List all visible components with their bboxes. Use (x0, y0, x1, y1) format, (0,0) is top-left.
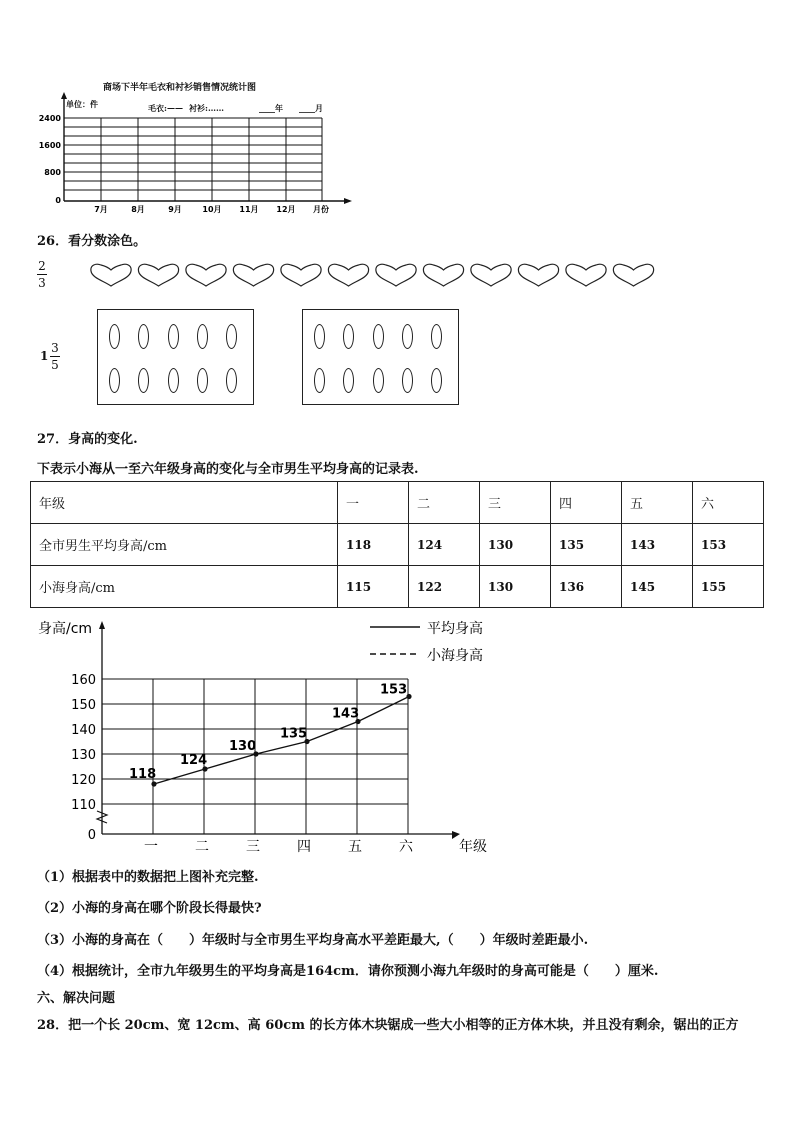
chart1-xtick: 12月 (276, 205, 296, 214)
table-row (31, 566, 764, 608)
heart-shape[interactable] (91, 264, 131, 286)
y-tick-label: 160 (71, 673, 96, 688)
heart-shape[interactable] (471, 264, 511, 286)
heart-shape[interactable] (518, 264, 558, 286)
chart1-date-year: ____年 (259, 103, 283, 113)
oval-box-2[interactable] (302, 309, 459, 405)
heart-shape[interactable] (376, 264, 416, 286)
y-tick-label: 150 (71, 698, 96, 713)
chart1-xtick: 11月 (239, 205, 259, 214)
oval-shape[interactable] (168, 324, 179, 349)
data-label: 124 (180, 753, 208, 768)
heart-shape[interactable] (233, 264, 273, 286)
y-tick-label: 120 (71, 773, 96, 788)
oval-shape[interactable] (138, 324, 149, 349)
table-row (31, 482, 764, 524)
oval-shape[interactable] (431, 368, 442, 393)
table-cell: 118 (338, 524, 409, 566)
fraction-2-3: 2 3 (38, 259, 46, 290)
chart1-title: 商场下半年毛衣和衬衫销售情况统计图 (103, 83, 257, 93)
x-tick-label: 六 (399, 839, 413, 855)
chart1-xtick: 10月 (202, 205, 222, 214)
data-label: 118 (129, 767, 157, 782)
table-cell: 130 (480, 524, 551, 566)
chart1-xtick: 8月 (131, 205, 145, 214)
oval-shape[interactable] (314, 324, 325, 349)
table-cell: 一 (338, 482, 409, 524)
oval-shape[interactable] (402, 324, 413, 349)
data-label: 153 (380, 682, 408, 698)
table-cell: 六 (693, 482, 764, 524)
heart-shape[interactable] (328, 264, 368, 286)
legend-xiaohai-label: 小海身高 (427, 648, 483, 664)
y-tick-label: 140 (71, 723, 96, 738)
height-record-table (30, 481, 764, 608)
table-cell: 二 (409, 482, 480, 524)
chart1-unit-label: 单位：件 (66, 99, 98, 109)
oval-shape[interactable] (226, 368, 237, 393)
x-tick-label: 二 (195, 839, 209, 855)
table-cell: 全市男生平均身高/cm (31, 524, 338, 566)
chart1-legend-shirt: 衬衫:…… (189, 103, 224, 113)
hearts-row (88, 262, 663, 290)
oval-shape[interactable] (373, 368, 384, 393)
table-cell: 130 (480, 566, 551, 608)
y-tick-label: 130 (71, 748, 96, 763)
q27-intro: 下表示小海从一至六年级身高的变化与全市男生平均身高的记录表. (37, 462, 419, 477)
chart1-xtick: 月份 (313, 205, 329, 214)
oval-shape[interactable] (138, 368, 149, 393)
y-tick-label: 0 (87, 828, 96, 843)
table-cell: 年级 (31, 482, 338, 524)
table-cell: 145 (622, 566, 693, 608)
x-tick-label: 三 (246, 839, 260, 855)
y-tick-label: 110 (71, 798, 96, 813)
q27-subq2: （2）小海的身高在哪个阶段长得最快? (37, 901, 262, 916)
oval-shape[interactable] (431, 324, 442, 349)
oval-shape[interactable] (343, 368, 354, 393)
heart-shape[interactable] (423, 264, 463, 286)
table-cell: 124 (409, 524, 480, 566)
table-cell: 三 (480, 482, 551, 524)
data-label: 130 (229, 739, 257, 754)
oval-shape[interactable] (402, 368, 413, 393)
x-tick-label: 五 (348, 839, 362, 855)
data-point (406, 694, 411, 699)
data-point (151, 781, 156, 786)
table-cell: 136 (551, 566, 622, 608)
chart-ylabel: 身高/cm (38, 621, 93, 637)
table-cell: 122 (409, 566, 480, 608)
q27-subq1: （1）根据表中的数据把上图补充完整. (37, 870, 259, 885)
q28-text: 28．把一个长 20cm、宽 12cm、高 60cm 的长方体木块锯成一些大小相等的正方体木块，并且没有剩余，锯出的正方 (37, 1018, 739, 1033)
chart1-ytick: 800 (44, 168, 61, 177)
heart-shape[interactable] (566, 264, 606, 286)
table-cell: 小海身高/cm (31, 566, 338, 608)
heart-shape[interactable] (186, 264, 226, 286)
chart1-date-month: ____月 (299, 103, 323, 113)
data-label: 135 (280, 726, 308, 742)
heart-shape[interactable] (613, 264, 653, 286)
x-tick-label: 一 (144, 839, 158, 855)
height-line-chart (30, 615, 500, 860)
data-label: 143 (332, 706, 360, 722)
x-tick-label: 四 (297, 839, 311, 855)
oval-shape[interactable] (197, 324, 208, 349)
oval-shape[interactable] (314, 368, 325, 393)
chart1-ytick: 0 (55, 196, 61, 205)
chart1-grid (30, 90, 360, 220)
oval-shape[interactable] (109, 324, 120, 349)
q27-label: 27．身高的变化. (37, 432, 138, 447)
mixed-fraction-part: 3 5 (51, 341, 59, 372)
legend-average-label: 平均身高 (427, 621, 483, 637)
heart-shape[interactable] (138, 264, 178, 286)
oval-box-1[interactable] (97, 309, 254, 405)
section6-label: 六、解决问题 (37, 991, 116, 1006)
oval-shape[interactable] (343, 324, 354, 349)
table-row (31, 524, 764, 566)
chart1-ytick: 1600 (38, 141, 61, 150)
q26-label: 26．看分数涂色。 (37, 234, 147, 249)
table-cell: 五 (622, 482, 693, 524)
oval-shape[interactable] (226, 324, 237, 349)
chart1-xtick: 7月 (94, 205, 108, 214)
oval-shape[interactable] (168, 368, 179, 393)
chart-xlabel: 年级 (459, 839, 487, 855)
table-cell: 四 (551, 482, 622, 524)
table-cell: 143 (622, 524, 693, 566)
table-cell: 115 (338, 566, 409, 608)
chart1-ytick: 2400 (38, 114, 61, 123)
mixed-fraction-whole: 1 (40, 349, 49, 363)
chart1-xtick: 9月 (168, 205, 182, 214)
heart-shape[interactable] (281, 264, 321, 286)
oval-shape[interactable] (373, 324, 384, 349)
table-cell: 153 (693, 524, 764, 566)
table-cell: 155 (693, 566, 764, 608)
table-cell: 135 (551, 524, 622, 566)
oval-shape[interactable] (197, 368, 208, 393)
oval-shape[interactable] (109, 368, 120, 393)
q27-subq3: （3）小海的身高在（ ）年级时与全市男生平均身高水平差距最大,（ ）年级时差距最小. (37, 933, 589, 948)
q27-subq4: （4）根据统计，全市九年级男生的平均身高是164cm．请你预测小海九年级时的身高可能是（ ）厘米. (37, 964, 659, 979)
chart1-legend-sweater: 毛衣:—— (148, 103, 183, 113)
